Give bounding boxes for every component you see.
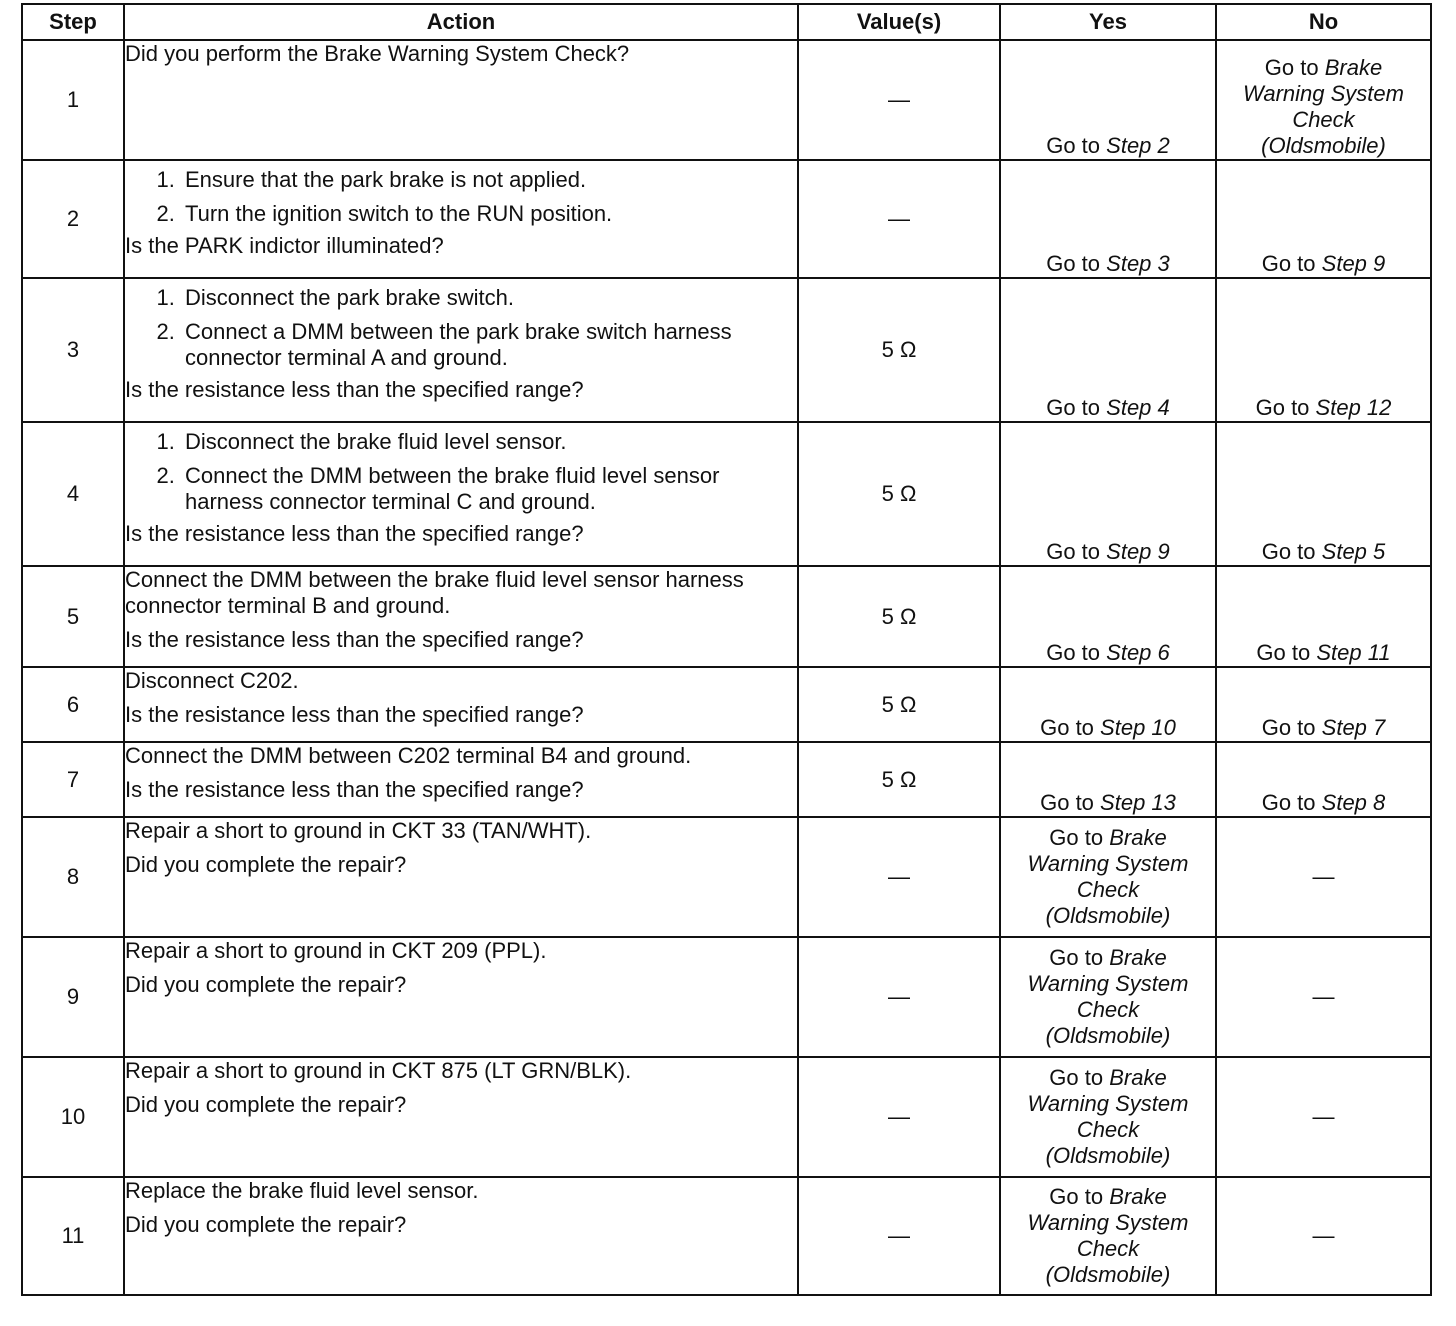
yes-target-line: Warning System	[1027, 1210, 1189, 1235]
no-cell	[1216, 160, 1431, 278]
go-to-label: Go to	[1049, 1184, 1104, 1209]
action-cell	[124, 1057, 798, 1177]
value-cell: —	[798, 817, 1000, 937]
step-number: 10	[22, 1057, 124, 1177]
go-to-label: Go to	[1264, 55, 1319, 80]
action-question: Did you complete the repair?	[125, 972, 407, 997]
action-question: Did you complete the repair?	[125, 1092, 407, 1117]
action-question: Is the resistance less than the specified range?	[125, 521, 584, 546]
yes-target: Step 3	[1106, 251, 1170, 276]
go-to-label: Go to	[1261, 539, 1316, 564]
table-row	[22, 40, 1431, 160]
action-cell	[124, 667, 798, 742]
action-question: Is the resistance less than the specified range?	[125, 702, 584, 727]
no-target: Step 7	[1321, 715, 1386, 740]
yes-cell	[1000, 1177, 1216, 1295]
go-to-label: Go to	[1261, 251, 1316, 276]
header-yes: Yes	[1000, 4, 1216, 40]
action-question: Is the resistance less than the specified range?	[125, 377, 584, 402]
no-cell: —	[1216, 937, 1431, 1057]
yes-target: Step 4	[1106, 395, 1170, 420]
action-instruction: Connect the DMM between C202 terminal B4 and ground.	[125, 743, 692, 768]
yes-cell	[1000, 817, 1216, 937]
value-cell: 5 Ω	[798, 422, 1000, 566]
yes-target: Step 2	[1106, 133, 1170, 158]
yes-target-line: (Oldsmobile)	[1045, 1262, 1171, 1287]
yes-target-line: Warning System	[1027, 1091, 1189, 1116]
no-cell	[1216, 566, 1431, 667]
action-cell	[124, 160, 798, 278]
yes-target: Step 6	[1106, 640, 1170, 665]
diagnostic-table	[21, 3, 1432, 1296]
no-target: Step 8	[1321, 790, 1386, 815]
table-row	[22, 278, 1431, 422]
action-question: Is the PARK indictor illuminated?	[125, 233, 444, 258]
action-list-item: 2. Connect a DMM between the park brake switch harness connector terminal A and ground.	[181, 319, 797, 371]
yes-target-line: (Oldsmobile)	[1045, 1023, 1171, 1048]
step-number: 4	[22, 422, 124, 566]
action-instruction: Replace the brake fluid level sensor.	[125, 1178, 479, 1203]
step-number: 2	[22, 160, 124, 278]
no-cell: —	[1216, 817, 1431, 937]
value-cell: 5 Ω	[798, 566, 1000, 667]
action-list-item: 1. Disconnect the brake fluid level sensor.	[181, 429, 797, 455]
go-to-label: Go to	[1046, 640, 1101, 665]
action-cell	[124, 817, 798, 937]
yes-cell	[1000, 667, 1216, 742]
step-number: 6	[22, 667, 124, 742]
no-cell	[1216, 422, 1431, 566]
yes-cell	[1000, 1057, 1216, 1177]
go-to-label: Go to	[1261, 715, 1316, 740]
action-list-item: 2. Connect the DMM between the brake fluid level sensor harness connector terminal C and ground.	[181, 463, 797, 515]
action-cell	[124, 422, 798, 566]
action-cell	[124, 937, 798, 1057]
table-row	[22, 667, 1431, 742]
yes-cell	[1000, 566, 1216, 667]
step-number: 5	[22, 566, 124, 667]
table-row	[22, 937, 1431, 1057]
value-cell: 5 Ω	[798, 742, 1000, 817]
no-target: Step 12	[1315, 395, 1392, 420]
table-row	[22, 566, 1431, 667]
table-row	[22, 160, 1431, 278]
table-row	[22, 742, 1431, 817]
table-row	[22, 1057, 1431, 1177]
yes-target-line: Check	[1076, 997, 1140, 1022]
yes-target-line: Brake	[1109, 1065, 1167, 1090]
yes-cell	[1000, 422, 1216, 566]
yes-target-line: (Oldsmobile)	[1045, 903, 1171, 928]
no-cell	[1216, 278, 1431, 422]
value-cell: —	[798, 937, 1000, 1057]
table-row	[22, 1177, 1431, 1295]
step-number: 9	[22, 937, 124, 1057]
go-to-label: Go to	[1040, 715, 1094, 740]
value-cell: —	[798, 40, 1000, 160]
header-no: No	[1216, 4, 1431, 40]
action-list-item: 1. Disconnect the park brake switch.	[181, 285, 797, 311]
value-cell: 5 Ω	[798, 278, 1000, 422]
yes-cell	[1000, 937, 1216, 1057]
action-question: Did you complete the repair?	[125, 1212, 407, 1237]
action-cell	[124, 742, 798, 817]
header-values: Value(s)	[798, 4, 1000, 40]
action-question: Did you perform the Brake Warning System Check?	[125, 41, 630, 66]
action-cell	[124, 1177, 798, 1295]
action-instruction: Disconnect C202.	[125, 668, 299, 693]
action-cell	[124, 40, 798, 160]
go-to-label: Go to	[1046, 395, 1101, 420]
header-row	[22, 4, 1431, 40]
step-number: 1	[22, 40, 124, 160]
action-list	[125, 167, 797, 227]
action-instruction: Repair a short to ground in CKT 875 (LT GRN/BLK).	[125, 1058, 632, 1083]
action-instruction: Repair a short to ground in CKT 33 (TAN/WHT).	[125, 818, 592, 843]
go-to-label: Go to	[1049, 825, 1104, 850]
yes-target-line: Brake	[1109, 1184, 1167, 1209]
value-cell: 5 Ω	[798, 667, 1000, 742]
header-action: Action	[124, 4, 798, 40]
action-list-item: 2. Turn the ignition switch to the RUN position.	[181, 201, 797, 227]
go-to-label: Go to	[1046, 133, 1101, 158]
go-to-label: Go to	[1040, 790, 1094, 815]
action-list	[125, 285, 797, 371]
no-cell: —	[1216, 1177, 1431, 1295]
yes-target-line: Check	[1076, 1236, 1140, 1261]
step-number: 8	[22, 817, 124, 937]
no-target-line: Check	[1292, 107, 1355, 132]
go-to-label: Go to	[1256, 640, 1311, 665]
yes-cell	[1000, 742, 1216, 817]
yes-target-line: Warning System	[1027, 851, 1189, 876]
yes-cell	[1000, 278, 1216, 422]
no-cell: —	[1216, 1057, 1431, 1177]
no-target: Step 11	[1316, 640, 1391, 665]
no-target: Step 9	[1321, 251, 1386, 276]
go-to-label: Go to	[1261, 790, 1316, 815]
yes-target: Step 13	[1100, 790, 1176, 815]
no-target-line: Brake	[1324, 55, 1383, 80]
no-cell	[1216, 667, 1431, 742]
yes-cell	[1000, 160, 1216, 278]
yes-target: Step 9	[1106, 539, 1170, 564]
no-cell	[1216, 40, 1431, 160]
value-cell: —	[798, 1177, 1000, 1295]
step-number: 3	[22, 278, 124, 422]
go-to-label: Go to	[1046, 251, 1101, 276]
go-to-label: Go to	[1049, 1065, 1104, 1090]
action-instruction: Repair a short to ground in CKT 209 (PPL).	[125, 938, 547, 963]
yes-target-line: (Oldsmobile)	[1045, 1143, 1171, 1168]
action-question: Did you complete the repair?	[125, 852, 407, 877]
yes-cell	[1000, 40, 1216, 160]
action-list	[125, 429, 797, 515]
yes-target: Step 10	[1100, 715, 1176, 740]
no-target: Step 5	[1321, 539, 1386, 564]
value-cell: —	[798, 1057, 1000, 1177]
action-list-item: 1. Ensure that the park brake is not applied.	[181, 167, 797, 193]
action-cell	[124, 278, 798, 422]
no-target-line: Warning System	[1243, 81, 1404, 106]
yes-target-line: Check	[1076, 877, 1140, 902]
no-cell	[1216, 742, 1431, 817]
go-to-label: Go to	[1049, 945, 1104, 970]
action-instruction: Connect the DMM between the brake fluid level sensor harness connector terminal B and ground.	[125, 567, 744, 618]
table-row	[22, 422, 1431, 566]
yes-target-line: Warning System	[1027, 971, 1189, 996]
action-cell	[124, 566, 798, 667]
yes-target-line: Brake	[1109, 945, 1167, 970]
yes-target-line: Brake	[1109, 825, 1167, 850]
action-question: Is the resistance less than the specified range?	[125, 627, 584, 652]
table-row	[22, 817, 1431, 937]
step-number: 7	[22, 742, 124, 817]
header-step: Step	[22, 4, 124, 40]
yes-target-line: Check	[1076, 1117, 1140, 1142]
no-target-line: (Oldsmobile)	[1261, 133, 1386, 158]
step-number: 11	[22, 1177, 124, 1295]
go-to-label: Go to	[1255, 395, 1310, 420]
action-question: Is the resistance less than the specified range?	[125, 777, 584, 802]
go-to-label: Go to	[1046, 539, 1101, 564]
value-cell: —	[798, 160, 1000, 278]
